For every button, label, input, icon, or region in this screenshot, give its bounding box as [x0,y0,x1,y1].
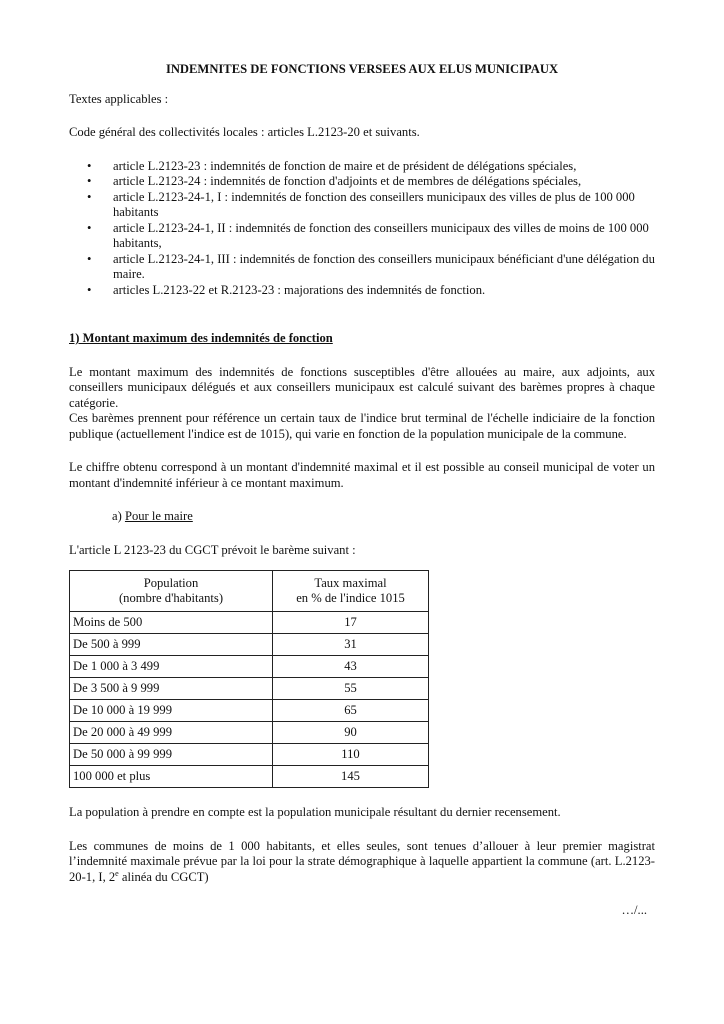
list-item: • article L.2123-24 : indemnités de fonction d'adjoints et de membres de délégations spéciales, [113,174,655,190]
header-line: en % de l'indice 1015 [296,591,405,605]
articles-list [69,159,655,299]
column-header-taux [273,571,429,612]
document-title: INDEMNITES DE FONCTIONS VERSEES AUX ELUS MUNICIPAUX [165,62,559,76]
list-item: • article L.2123-24-1, III : indemnités de fonction des conseillers municipaux bénéficiant d'une délégation du maire. [113,252,655,283]
column-header-population [70,571,273,612]
taux-cell: 145 [273,766,429,788]
list-item: • article L.2123-23 : indemnités de fonction de maire et de président de délégations spéciales, [113,159,655,175]
population-cell: 100 000 et plus [70,766,273,788]
taux-cell: 31 [273,634,429,656]
paragraph: Le chiffre obtenu correspond à un montant d'indemnité maximal et il est possible au conseil municipal de voter un montant d'indemnité inférieur à ce montant maximum. [69,460,655,490]
taux-cell: 90 [273,722,429,744]
subsection-label: Pour le maire [124,509,193,523]
table-row [70,700,429,722]
subsection-heading [69,509,655,525]
table-row [70,612,429,634]
table-row [70,656,429,678]
paragraph [69,839,655,886]
population-cell: Moins de 500 [70,612,273,634]
table-row [70,678,429,700]
header-line: Taux maximal [314,576,387,590]
table-row [70,744,429,766]
taux-cell: 43 [273,656,429,678]
subsection-prefix: a) [112,509,125,523]
table-header-row [70,571,429,612]
paragraph-text: alinéa du CGCT) [118,869,209,884]
superscript: e [115,868,119,878]
list-item: • articles L.2123-22 et R.2123-23 : majorations des indemnités de fonction. [113,283,655,299]
population-cell: De 500 à 999 [70,634,273,656]
header-line: (nombre d'habitants) [118,591,224,605]
table-row [70,722,429,744]
header-line: Population [143,576,199,590]
document-page [69,62,655,919]
population-cell: De 50 000 à 99 999 [70,744,273,766]
taux-cell: 17 [273,612,429,634]
table-row [70,634,429,656]
table-row [70,766,429,788]
paragraph: Ces barèmes prennent pour référence un certain taux de l'indice brut terminal de l'échelle indiciaire de la fonction publique (actuellement l'indice est de 1015), qui varie en fonction de la population municipale de la commune. [69,411,655,441]
bareme-intro: L'article L 2123-23 du CGCT prévoit le barème suivant : [69,542,356,557]
taux-cell: 110 [273,744,429,766]
population-cell: De 3 500 à 9 999 [70,678,273,700]
taux-cell: 55 [273,678,429,700]
population-cell: De 20 000 à 49 999 [70,722,273,744]
paragraph-text: Les communes de moins de 1 000 habitants, et elles seules, sont tenues d’allouer à leur premier magistrat l’indemnité maximale prévue par la loi pour la strate démographique à laquelle appartient la commune (art. L.2123-20-1, I, 2 [69,838,655,884]
population-cell: De 10 000 à 19 999 [70,700,273,722]
list-item: • article L.2123-24-1, I : indemnités de fonction des conseillers municipaux des villes de plus de 100 000 habitants [113,190,655,221]
bareme-table [69,570,429,788]
paragraph: Le montant maximum des indemnités de fonctions susceptibles d'être allouées au maire, aux adjoints, aux conseillers municipaux délégués et aux conseillers municipaux est calculé suivant des barèmes propres à chaque catégorie. [69,364,655,410]
textes-label: Textes applicables : [69,91,169,106]
continuation-marker: …/... [621,903,647,917]
population-cell: De 1 000 à 3 499 [70,656,273,678]
code-line: Code général des collectivités locales : articles L.2123-20 et suivants. [69,125,420,139]
paragraph: La population à prendre en compte est la population municipale résultant du dernier recensement. [69,805,561,819]
section-title: 1) Montant maximum des indemnités de fonction [69,331,333,345]
taux-cell: 65 [273,700,429,722]
list-item: • article L.2123-24-1, II : indemnités de fonction des conseillers municipaux des villes de moins de 100 000 habitants, [113,221,655,252]
